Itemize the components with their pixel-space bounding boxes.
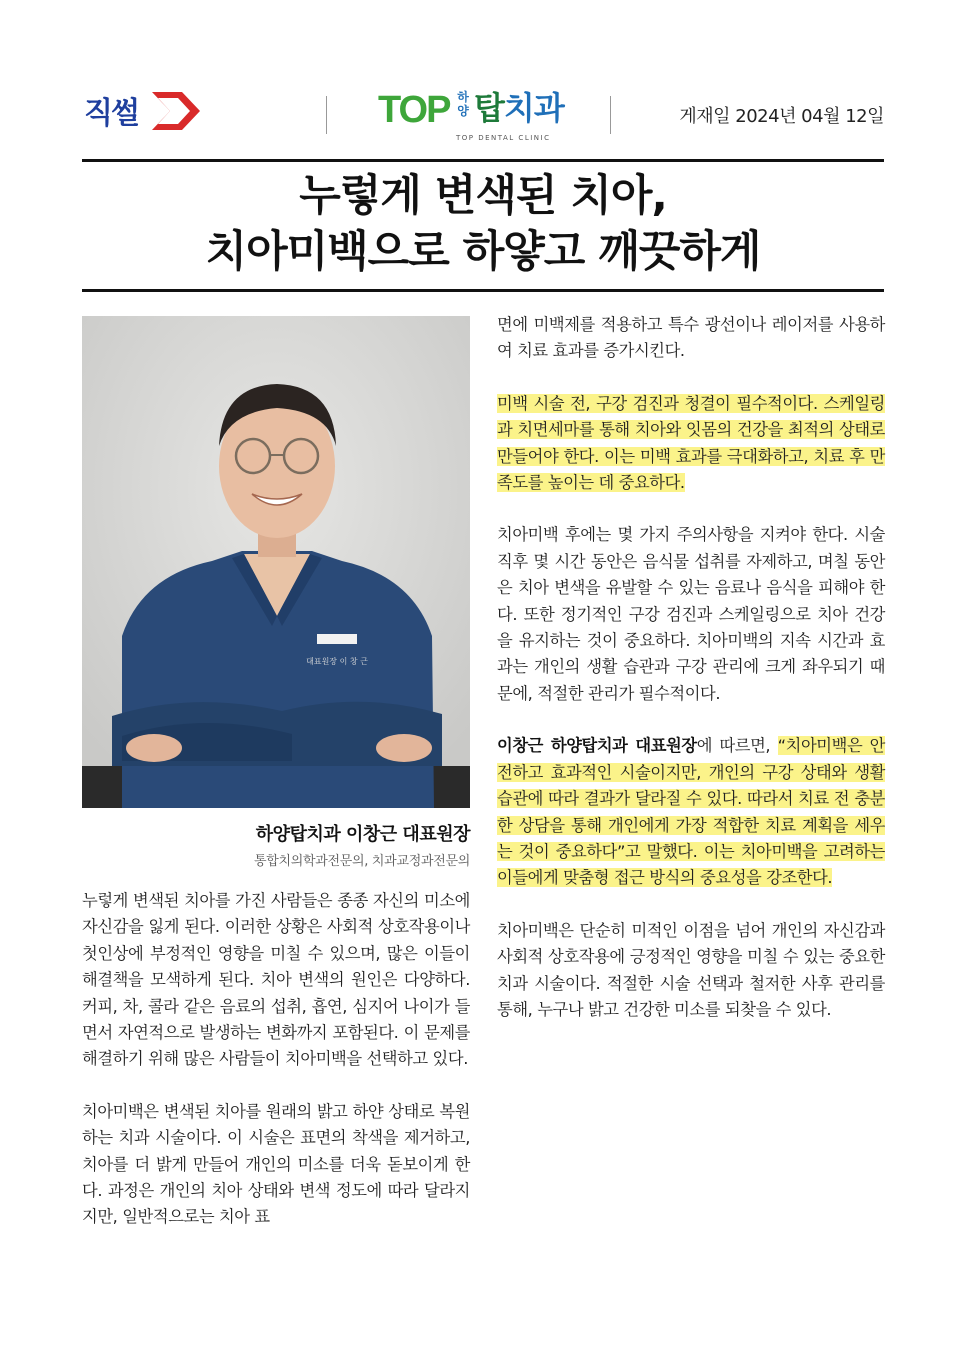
clinic-logo-hayang: 하양 (457, 90, 469, 118)
title-line-1: 누렇게 변색된 치아, (299, 171, 667, 221)
jiksseol-logo (82, 90, 202, 132)
header-divider (326, 96, 327, 134)
jiksseol-logo-text: 직썰 (84, 97, 138, 130)
doctor-portrait-image (82, 316, 470, 808)
header-divider (610, 96, 611, 134)
title-line-2: 치아미백으로 하얗고 깨끗하게 (205, 227, 761, 277)
clinic-logo (378, 88, 568, 146)
top-rule (82, 159, 884, 162)
highlighted-text: 미백 시술 전, 구강 검진과 청결이 필수적이다. 스케일링과 치면세마를 통해 치아와 잇몸의 건강을 최적의 상태로 만들어야 한다. 이는 미백 효과를 극대화하고, 치료 후 만족도를 높이는 데 중요하다. (497, 393, 885, 493)
clinic-logo-name: 탑치과 (474, 89, 564, 127)
article-paragraph: 치아미백 후에는 몇 가지 주의사항을 지켜야 한다. 시술 직후 몇 시간 동안은 음식물 섭취를 자제하고, 며칠 동안은 치아 변색을 유발할 수 있는 음료나 음식을 피해야 한다. 또한 정기적인 구강 검진과 스케일링으로 치아 건강을 유지하는 것이 중요하다. 치아미백의 지속 시간과 효과는 개인의 생활 습관과 구강 관리에 크게 좌우되기 때문에, 적절한 관리가 필수적이다. (497, 525, 885, 703)
article-column-left (82, 888, 470, 1257)
highlighted-quote: “치아미백은 안전하고 효과적인 시술이지만, 개인의 구강 상태와 생활 습관에 따라 결과가 달라질 수 있다. 따라서 치료 전 충분한 상담을 통해 개인에게 가장 적합한 치료 계획을 세우는 것이 중요하다”고 말했다. 이는 치아미백을 고려하는 이들에게 맞춤형 접근 방식의 중요성을 강조한다. (497, 736, 885, 888)
article-paragraph: 치아미백은 변색된 치아를 원래의 밝고 하얀 상태로 복원하는 치과 시술이다. 이 시술은 표면의 착색을 제거하고, 치아를 더 밝게 만들어 개인의 미소를 더욱 돋보이게 한다. 과정은 개인의 치아 상태와 변색 정도에 따라 달라지지만, 일반적으로는 치아 표 (82, 1101, 470, 1227)
photo-caption-name: 하양탑치과 이창근 대표원장 (255, 824, 470, 845)
doctor-photo (82, 316, 470, 808)
article-column-right (497, 312, 885, 1049)
article-paragraph: 면에 미백제를 적용하고 특수 광선이나 레이저를 사용하여 치료 효과를 증가시킨다. (497, 315, 885, 361)
quote-lead-in: 에 따르면, (696, 736, 778, 756)
publish-date: 게재일 2024년 04월 12일 (679, 106, 884, 127)
article-paragraph: 누렇게 변색된 치아를 가진 사람들은 종종 자신의 미소에 자신감을 잃게 된다. 이러한 상황은 사회적 상호작용이나 첫인상에 부정적인 영향을 미칠 수 있으며, 많은 이들이 해결책을 모색하게 된다. 치아 변색의 원인은 다양하다. 커피, 차, 콜라 같은 음료의 섭취, 흡연, 심지어 나이가 들면서 자연적으로 발생하는 변화까지 포함된다. 이 문제를 해결하기 위해 많은 사람들이 치아미백을 선택하고 있다. (82, 891, 470, 1069)
article-paragraph: 치아미백은 단순히 미적인 이점을 넘어 개인의 자신감과 사회적 상호작용에 긍정적인 영향을 미칠 수 있는 중요한 치과 시술이다. 적절한 시술 선택과 철저한 사후 관리를 통해, 누구나 밝고 건강한 미소를 되찾을 수 있다. (497, 920, 885, 1019)
quoted-person-name: 이창근 하양탑치과 대표원장 (497, 736, 697, 756)
clinic-logo-subtitle: TOP DENTAL CLINIC (456, 134, 551, 142)
page-header (82, 84, 884, 144)
scrub-name-badge: 대표원장 이 창 근 (306, 657, 368, 666)
quote-paragraph (497, 733, 885, 891)
clinic-logo-top: TOP (378, 89, 450, 131)
title-rule (82, 289, 884, 292)
highlighted-paragraph (497, 391, 885, 497)
article-title (82, 168, 884, 280)
photo-caption-credentials: 통합치의학과전문의, 치과교정과전문의 (253, 854, 470, 869)
